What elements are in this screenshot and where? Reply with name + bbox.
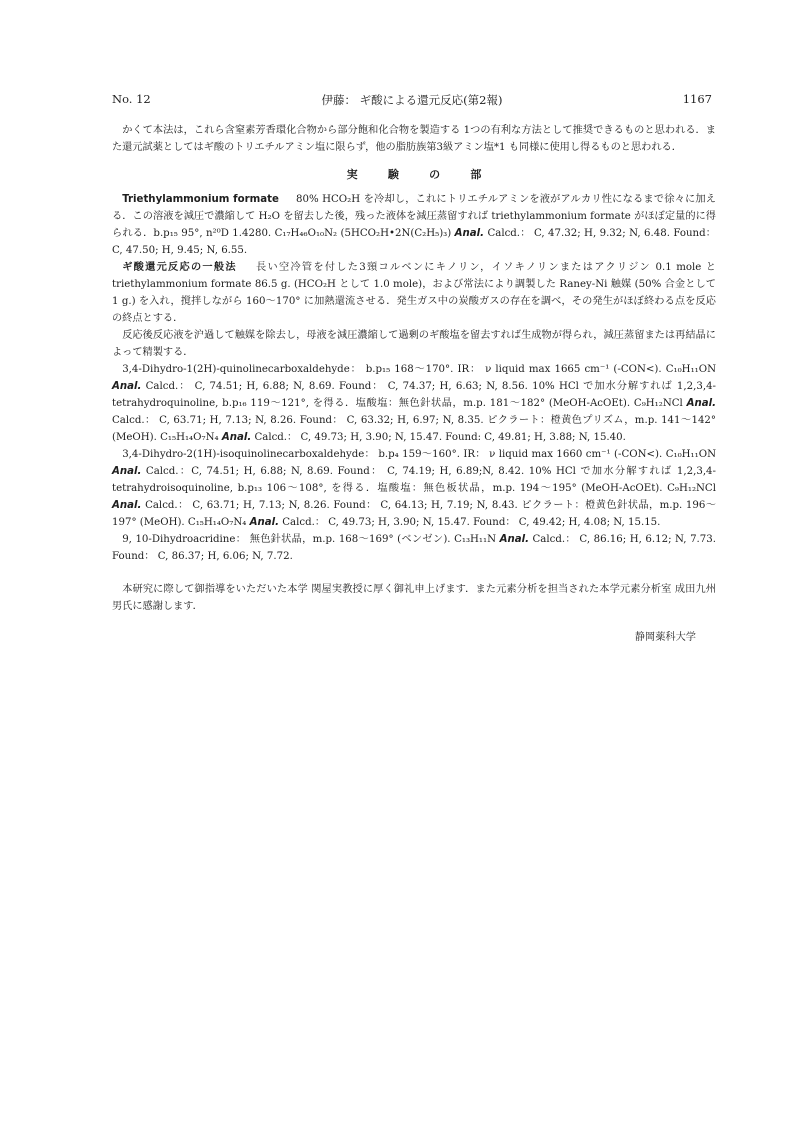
spacer	[112, 565, 716, 581]
page-header	[112, 92, 712, 110]
compound-dihydroacridine	[112, 531, 716, 565]
compound-text: 3,4-Dihydro-1(2H)-quinolinecarboxaldehyde： b.p₁₅ 168～170°. IR： ν liquid max 1665 cm⁻¹ (-CON<). C₁₀H₁₁ON	[122, 364, 716, 375]
running-title: 伊藤： ギ酸による還元反応(第2報)	[321, 93, 503, 107]
anal-label: Anal.	[249, 517, 279, 528]
compound-text: Calcd.： C, 74.51; H, 6.88; N, 8.69. Found： C, 74.37; H, 6.63; N, 8.56. 10% HCl で加水分解すれば 1,2,3,4-tetrahydroquinoline, b.p₁₆ 119～121°, を得る．塩酸塩：無色針状晶，m.p. 181～182° (MeOH-AcOEt). C₉H₁₂NCl	[112, 381, 716, 409]
anal-label: Anal.	[221, 432, 252, 443]
intro-paragraph: かくて本法は，これら含窒素芳香環化合物から部分飽和化合物を製造する 1つの有利な方法として推奨できるものと思われる．また還元試薬としてはギ酸のトリエチルアミン塩に限らず，他の脂肪族第3級アミン塩*1 も同様に使用し得るものと思われる．	[112, 125, 716, 153]
paragraph-text: 長い空冷管を付した3頸コルベンにキノリン，イソキノリンまたはアクリジン 0.1 mole と triethylammonium formate 86.5 g. (HCO₂H として 1.0 mole)，および常法により調製した Raney-Ni 触媒 (50% 合金として 1 g.) を入れ，撹拌しながら 160～170° に加熱還流させる．発生ガス中の炭酸ガスの存在を調べ，その発生がほぼ終わる点を反応の終点とする．	[112, 262, 716, 324]
compound-text: Calcd.： C, 63.71; H, 7.13; N, 8.26. Found： C, 63.32; H, 6.97; N, 8.35. ピクラート：橙黄色プリズム，m.p. 141～142° (MeOH). C₁₅H₁₄O₇N₄	[112, 415, 716, 443]
paragraph-heading: Triethylammonium formate	[122, 194, 279, 205]
compound-text: Calcd.： C, 86.16; H, 6.12; N, 7.73. Found： C, 86.37; H, 6.06; N, 7.72.	[112, 534, 716, 562]
anal-label: Anal.	[499, 534, 529, 545]
acknowledgement: 本研究に際して御指導をいただいた本学 関屋実教授に厚く御礼申上げます．また元素分析を担当された本学元素分析室 成田九州男氏に感謝します．	[112, 584, 716, 612]
compound-isoquinolinecarboxaldehyde	[112, 446, 716, 531]
compound-text: 3,4-Dihydro-2(1H)-isoquinolinecarboxaldehyde： b.p₄ 159～160°. IR： ν liquid max 1660 cm⁻¹ (-CON<). C₁₀H₁₁ON	[122, 449, 716, 460]
paragraph-text: Calcd.： C, 47.32; H, 9.32; N, 6.48. Found： C, 47.50; H, 9.45; N, 6.55.	[112, 228, 716, 256]
anal-label: Anal.	[686, 398, 716, 409]
compound-text: Calcd.： C, 63.71; H, 7.13; N, 8.26. Found： C, 64.13; H, 7.19; N, 8.43. ピクラート：橙黄色針状晶，m.p. 196～197° (MeOH). C₁₅H₁₄O₇N₄	[112, 500, 716, 528]
paragraph-general-method	[112, 259, 716, 327]
page-number: 1167	[682, 92, 712, 106]
compound-text: Calcd.： C, 49.73; H, 3.90; N, 15.47. Found： C, 49.42; H, 4.08; N, 15.15.	[282, 517, 661, 528]
anal-label: Anal.	[454, 228, 485, 239]
anal-label: Anal.	[112, 500, 142, 511]
paragraph-triethylammonium-formate	[112, 191, 716, 259]
anal-label: Anal.	[112, 466, 142, 477]
paragraph-heading: ギ酸還元反応の一般法	[122, 262, 237, 273]
anal-label: Anal.	[112, 381, 142, 392]
paragraph-text: 80% HCO₂H を冷却し，これにトリエチルアミンを液がアルカリ性になるまで徐々に加える．この溶液を減圧で濃縮して H₂O を留去した後，残った液体を減圧蒸留すれば triethylammonium formate がほぼ定量的に得られる．b.p₁₅ 95°, n²⁰D 1.4280. C₁₇H₄₆O₁₀N₂ (5HCO₂H•2N(C₂H₅)₃)	[112, 194, 716, 239]
journal-number: No. 12	[112, 92, 151, 106]
paragraph-workup: 反応後反応液を沪過して触媒を除去し，母液を減圧濃縮して過剰のギ酸塩を留去すれば生成物が得られ，減圧蒸留または再結晶によって精製する．	[112, 330, 716, 358]
affiliation: 静岡薬科大学	[634, 632, 696, 643]
compound-text: Calcd.：C, 74.51; H, 6.88; N, 8.69. Found： C, 74.19; H, 6.89;N, 8.42. 10% HCl で加水分解すれば 1,2,3,4-tetrahydroisoquinoline, b.p₁₃ 106～108°, を得る．塩酸塩：無色板状晶，m.p. 194～195° (MeOH-AcOEt). C₉H₁₂NCl	[112, 466, 716, 494]
compound-quinolinecarboxaldehyde	[112, 361, 716, 446]
section-title: 実 験 の 部	[346, 168, 495, 181]
article-body	[112, 122, 716, 646]
compound-text: Calcd.： C, 49.73; H, 3.90; N, 15.47. Found: C, 49.81; H, 3.88; N, 15.40.	[254, 432, 626, 443]
compound-text: 9, 10-Dihydroacridine： 無色針状晶，m.p. 168～169° (ベンゼン). C₁₃H₁₁N	[122, 534, 497, 545]
